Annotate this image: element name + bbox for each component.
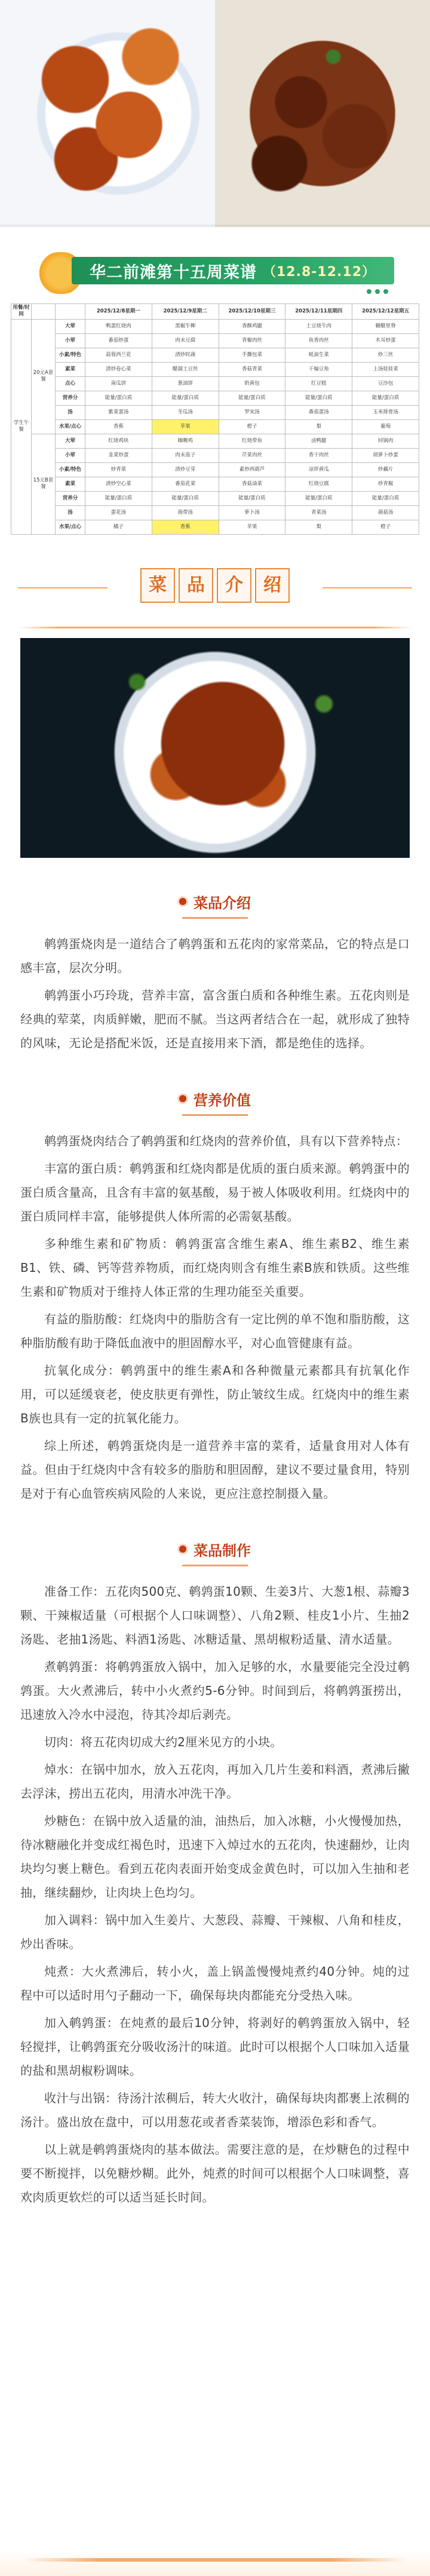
menu-cell: 冬瓜汤 xyxy=(152,405,219,419)
menu-title-bar xyxy=(72,257,394,284)
bullet-dot-icon xyxy=(179,1545,186,1553)
menu-cell: 梨 xyxy=(285,520,352,534)
menu-row xyxy=(11,391,419,405)
paragraph: 加入调料：锅中加入生姜片、大葱段、蒜瓣、干辣椒、八角和桂皮，炒出香味。 xyxy=(20,1912,410,1951)
menu-row-label: 汤 xyxy=(56,405,85,419)
paragraph: 综上所述，鹌鹑蛋烧肉是一道营养丰富的菜肴，适量食用对人体有益。但由于红烧肉中含有较多的脂肪和胆固醇，建议不要过量食用，特别是对于有心血管疾病风险的人来说，更应注意控制摄入量。 xyxy=(20,1438,410,1501)
menu-cell: 韭菜炒蛋 xyxy=(85,448,152,462)
section-title-wrap xyxy=(0,1539,430,1566)
footer-decoration xyxy=(0,2550,430,2576)
menu-cell: 青菜汤 xyxy=(285,505,352,520)
menu-table-wrap xyxy=(0,300,430,535)
menu-cell: 鱼香肉丝 xyxy=(285,333,352,348)
menu-row xyxy=(11,462,419,477)
menu-cell: 胡萝卜炒蛋 xyxy=(352,448,419,462)
menu-cell: 手撕包菜 xyxy=(219,348,285,362)
menu-row xyxy=(11,434,419,448)
menu-cell: 木耳炒蛋 xyxy=(352,333,419,348)
menu-cell: 能量/蛋白质 xyxy=(219,391,285,405)
menu-banner xyxy=(0,249,430,300)
menu-cell: 回锅肉 xyxy=(352,434,419,448)
banner-dots xyxy=(367,289,388,294)
section-title-wrap xyxy=(0,891,430,919)
menu-header-cell: 2025/12/10星期三 xyxy=(219,304,285,320)
bullet-dot-icon xyxy=(179,1095,186,1102)
top-photo-strip xyxy=(0,0,430,227)
section-title-underline xyxy=(182,917,248,919)
paragraph: 抗氧化成分：鹌鹑蛋中的维生素A和各种微量元素都具有抗氧化作用，可以延缓衰老，使皮肤更有弹性，防止皱纹生成。红烧肉中的维生素B族也具有一定的抗氧化能力。 xyxy=(20,1363,410,1425)
menu-cell: 芹菜肉丝 xyxy=(219,448,285,462)
header-line-right xyxy=(322,587,412,588)
menu-row xyxy=(11,348,419,362)
menu-title: 华二前滩第十五周菜谱 xyxy=(90,263,257,282)
menu-header-cell xyxy=(56,304,85,320)
menu-row-label: 素菜 xyxy=(56,362,85,376)
menu-row-label: 大荤 xyxy=(56,434,85,448)
menu-cell: 黑椒牛柳 xyxy=(152,319,219,333)
menu-cell: 红烧鸡块 xyxy=(85,434,152,448)
menu-row xyxy=(11,333,419,348)
menu-cell: 肉末豆腐 xyxy=(152,333,219,348)
header-line-left xyxy=(18,587,108,588)
section-title-wrap xyxy=(0,1088,430,1116)
menu-cell: 香菇油菜 xyxy=(219,477,285,491)
menu-row-label: 素菜 xyxy=(56,477,85,491)
paragraph: 多种维生素和矿物质：鹌鹑蛋富含维生素A、维生素B2、维生素B1、铁、磷、钙等营养物质，而红烧肉则含有维生素B族和铁质。这些维生素和矿物质对于维持人体正常的生理功能至关重要。 xyxy=(20,1236,410,1299)
menu-row-label: 水果/点心 xyxy=(56,520,85,534)
section-title-underline xyxy=(182,1114,248,1116)
menu-cell: 炒藕片 xyxy=(352,462,419,477)
menu-header-cell: 2025/12/12星期五 xyxy=(352,304,419,320)
menu-header-cell xyxy=(32,304,56,320)
menu-cell: 玉米排骨汤 xyxy=(352,405,419,419)
menu-cell: 能量/蛋白质 xyxy=(285,391,352,405)
paragraph: 加入鹌鹑蛋：在炖煮的最后10分钟，将剥好的鹌鹑蛋放入锅中，轻轻搅拌，让鹌鹑蛋充分吸收汤汁的味道。此时可以根据个人口味加入适量的盐和黑胡椒粉调味。 xyxy=(20,2015,410,2078)
intro-char-boxes xyxy=(140,568,290,603)
menu-side-label: 学生午餐 xyxy=(11,319,32,534)
section-title xyxy=(0,1088,430,1109)
paragraph: 焯水：在锅中加水，放入五花肉，再加入几片生姜和料酒，煮沸后撇去浮沫，捞出五花肉，用清水冲洗干净。 xyxy=(20,1762,410,1801)
section-title-text: 营养价值 xyxy=(194,1091,251,1109)
intro-char: 介 xyxy=(217,568,251,603)
menu-cell: 蚝油生菜 xyxy=(285,348,352,362)
menu-cell: 能量/蛋白质 xyxy=(352,391,419,405)
paragraph: 炖煮：大火煮沸后，转小火，盖上锅盖慢慢炖煮约40分钟。炖的过程中可以适时用勺子翻动一下，确保每块肉都能充分受热入味。 xyxy=(20,1964,410,2002)
menu-cell: 能量/蛋白质 xyxy=(85,491,152,505)
paragraph: 切肉：将五花肉切成大约2厘米见方的小块。 xyxy=(44,1734,282,1749)
menu-cell: 香蕉 xyxy=(152,520,219,534)
menu-row xyxy=(11,362,419,376)
menu-header-cell: 用餐/时间 xyxy=(11,304,32,320)
section-body xyxy=(0,932,430,1055)
menu-row-label: 点心 xyxy=(56,376,85,391)
menu-table xyxy=(11,303,419,535)
menu-row-label: 大荤 xyxy=(56,319,85,333)
menu-row xyxy=(11,448,419,462)
menu-row-label: 小素/特色 xyxy=(56,462,85,477)
menu-header-row xyxy=(11,304,419,320)
menu-cell: 罗宋汤 xyxy=(219,405,285,419)
menu-cell: 能量/蛋白质 xyxy=(85,391,152,405)
menu-cell: 葡萄 xyxy=(352,419,419,434)
photo-shade xyxy=(0,225,215,227)
section-title-text: 菜品制作 xyxy=(194,1542,251,1559)
menu-cell: 素炒西葫芦 xyxy=(219,462,285,477)
menu-row-label: 营养分 xyxy=(56,391,85,405)
paragraph: 炒糖色：在锅中放入适量的油，油热后，加入冰糖，小火慢慢加热，待冰糖融化并变成红褐色时，迅速下入焯过水的五花肉，快速翻炒，让肉块均匀裹上糖色。看到五花肉表面开始变成金黄色时，可以加入生抽和老抽，继续翻炒，让肉块上色均匀。 xyxy=(20,1813,410,1900)
menu-row-label: 汤 xyxy=(56,505,85,520)
menu-row xyxy=(11,477,419,491)
menu-cell: 炒三丝 xyxy=(352,348,419,362)
decorative-rule xyxy=(18,627,412,628)
paragraph: 有益的脂肪酸：红烧肉中的脂肪含有一定比例的单不饱和脂肪酸，这种脂肪酸有助于降低血液中的胆固醇水平，对心血管健康有益。 xyxy=(20,1311,410,1350)
menu-cell: 苹果 xyxy=(152,419,219,434)
menu-row-label: 营养分 xyxy=(56,491,85,505)
menu-cell: 能量/蛋白质 xyxy=(219,491,285,505)
menu-cell: 能量/蛋白质 xyxy=(285,491,352,505)
menu-cell: 能量/蛋白质 xyxy=(152,491,219,505)
dish-photo-left xyxy=(0,0,215,227)
menu-cell: 葱油饼 xyxy=(152,376,219,391)
intro-header xyxy=(0,563,430,611)
menu-group-label: 20元A套餐 xyxy=(32,319,56,434)
menu-cell: 红烧带鱼 xyxy=(219,434,285,448)
menu-cell: 青椒肉丝 xyxy=(219,333,285,348)
menu-row xyxy=(11,491,419,505)
photo-shade xyxy=(215,225,430,227)
section-title xyxy=(0,891,430,912)
menu-cell: 清炒时蔬 xyxy=(152,348,219,362)
menu-cell: 红烧豆腐 xyxy=(285,477,352,491)
section-title-text: 菜品介绍 xyxy=(194,894,251,912)
menu-row xyxy=(11,505,419,520)
section-title xyxy=(0,1539,430,1560)
menu-cell: 番茄蛋汤 xyxy=(285,405,352,419)
menu-cell: 炒青菜 xyxy=(85,462,152,477)
menu-row-label: 小荤 xyxy=(56,333,85,348)
menu-cell: 咖喱鸡 xyxy=(152,434,219,448)
paragraph: 鹌鹑蛋小巧玲珑，营养丰富，富含蛋白质和各种维生素。五花肉则是经典的荤菜，肉质鲜嫩，肥而不腻。当这两者结合在一起，就形成了独特的风味，无论是搭配米饭，还是直接用来下酒，都是绝佳的选择。 xyxy=(20,988,410,1050)
menu-cell: 能量/蛋白质 xyxy=(352,491,419,505)
paragraph: 丰富的蛋白质：鹌鹑蛋和红烧肉都是优质的蛋白质来源。鹌鹑蛋中的蛋白质含量高，且含有丰富的氨基酸，易于被人体吸收利用。红烧肉中的蛋白质同样丰富，能够提供人体所需的必需氨基酸。 xyxy=(20,1161,410,1223)
menu-cell: 醋溜土豆丝 xyxy=(152,362,219,376)
menu-cell: 土豆烧牛肉 xyxy=(285,319,352,333)
menu-cell: 清炒卷心菜 xyxy=(85,362,152,376)
menu-cell: 清炒空心菜 xyxy=(85,477,152,491)
menu-cell: 能量/蛋白质 xyxy=(152,391,219,405)
menu-header-cell: 2025/12/11星期四 xyxy=(285,304,352,320)
menu-cell: 香干肉丝 xyxy=(285,448,352,462)
menu-row xyxy=(11,319,419,333)
dish-photo-right xyxy=(215,0,430,227)
menu-row xyxy=(11,419,419,434)
menu-cell: 香蕉 xyxy=(85,419,152,434)
menu-cell: 肉末茄子 xyxy=(152,448,219,462)
menu-cell: 橙子 xyxy=(352,520,419,534)
paragraph: 收汁与出锅：待汤汁浓稠后，转大火收汁，确保每块肉都裹上浓稠的汤汁。盛出放在盘中，可以用葱花或者香菜装饰，增添色彩和香气。 xyxy=(20,2090,410,2129)
paragraph: 以上就是鹌鹑蛋烧肉的基本做法。需要注意的是，在炒糖色的过程中要不断搅拌，以免糖炒糊。此外，炖煮的时间可以根据个人口味调整，喜欢肉质更软烂的可以适当延长时间。 xyxy=(20,2142,410,2204)
main-dish-photo xyxy=(20,638,410,858)
menu-cell: 香酥鸡腿 xyxy=(219,319,285,333)
intro-char: 品 xyxy=(179,568,213,603)
paragraph: 鹌鹑蛋烧肉结合了鹌鹑蛋和红烧肉的营养价值，具有以下营养特点： xyxy=(44,1133,408,1148)
paragraph: 煮鹌鹑蛋：将鹌鹑蛋放入锅中，加入足够的水，水量要能完全没过鹌鹑蛋。大火煮沸后，转中小火煮约5-6分钟。时间到后，将鹌鹑蛋捞出，迅速放入冷水中浸泡，待其冷却后剥壳。 xyxy=(20,1659,410,1722)
menu-cell: 番茄花菜 xyxy=(152,477,219,491)
section-body xyxy=(0,1580,430,2209)
menu-cell: 上汤娃娃菜 xyxy=(352,362,419,376)
menu-cell: 清炒豆芽 xyxy=(152,462,219,477)
menu-cell: 香菇青菜 xyxy=(219,362,285,376)
menu-cell: 南瓜饼 xyxy=(85,376,152,391)
section-title-underline xyxy=(182,1565,248,1566)
menu-cell: 苹果 xyxy=(219,520,285,534)
menu-cell: 糖醋里脊 xyxy=(352,319,419,333)
menu-cell: 梨 xyxy=(285,419,352,434)
menu-cell: 橙子 xyxy=(219,419,285,434)
bullet-dot-icon xyxy=(179,898,186,905)
menu-cell: 菌菇汤 xyxy=(352,505,419,520)
menu-group-label: 15元B套餐 xyxy=(32,434,56,534)
menu-row xyxy=(11,376,419,391)
intro-char: 绍 xyxy=(255,568,290,603)
menu-cell: 蒜蓉西兰花 xyxy=(85,348,152,362)
menu-cell: 海带汤 xyxy=(152,505,219,520)
intro-char: 菜 xyxy=(140,568,175,603)
menu-cell: 鸭蛋红烧肉 xyxy=(85,319,152,333)
paragraph: 鹌鹑蛋烧肉是一道结合了鹌鹑蛋和五花肉的家常菜品，它的特点是口感丰富，层次分明。 xyxy=(20,936,410,975)
menu-row xyxy=(11,405,419,419)
menu-row-label: 小素/特色 xyxy=(56,348,85,362)
menu-cell: 卤鸭腿 xyxy=(285,434,352,448)
menu-cell: 干煸豆角 xyxy=(285,362,352,376)
menu-row-label: 小荤 xyxy=(56,448,85,462)
menu-cell: 奶黄包 xyxy=(219,376,285,391)
menu-cell: 蛋花汤 xyxy=(85,505,152,520)
menu-header-cell: 2025/12/9星期二 xyxy=(152,304,219,320)
menu-cell: 凉拌黄瓜 xyxy=(285,462,352,477)
menu-cell: 橘子 xyxy=(85,520,152,534)
menu-cell: 番茄炒蛋 xyxy=(85,333,152,348)
menu-cell: 红豆糕 xyxy=(285,376,352,391)
menu-row-label: 水果/点心 xyxy=(56,419,85,434)
article-sections xyxy=(0,891,430,2209)
menu-cell: 豆沙包 xyxy=(352,376,419,391)
menu-cell: 萝卜汤 xyxy=(219,505,285,520)
paragraph: 准备工作：五花肉500克、鹌鹑蛋10颗、生姜3片、大葱1根、蒜瓣3颗、干辣椒适量（可根据个人口味调整）、八角2颗、桂皮1小片、生抽2汤匙、老抽1汤匙、料酒1汤匙、冰糖适量、黑胡椒粉适量、清水适量。 xyxy=(20,1584,410,1646)
section-body xyxy=(0,1129,430,1505)
menu-row xyxy=(11,520,419,534)
menu-cell: 紫菜蛋汤 xyxy=(85,405,152,419)
menu-header-cell: 2025/12/8星期一 xyxy=(85,304,152,320)
menu-cell: 炒青椒 xyxy=(352,477,419,491)
menu-date-range: （12.8-12.12） xyxy=(263,264,376,280)
